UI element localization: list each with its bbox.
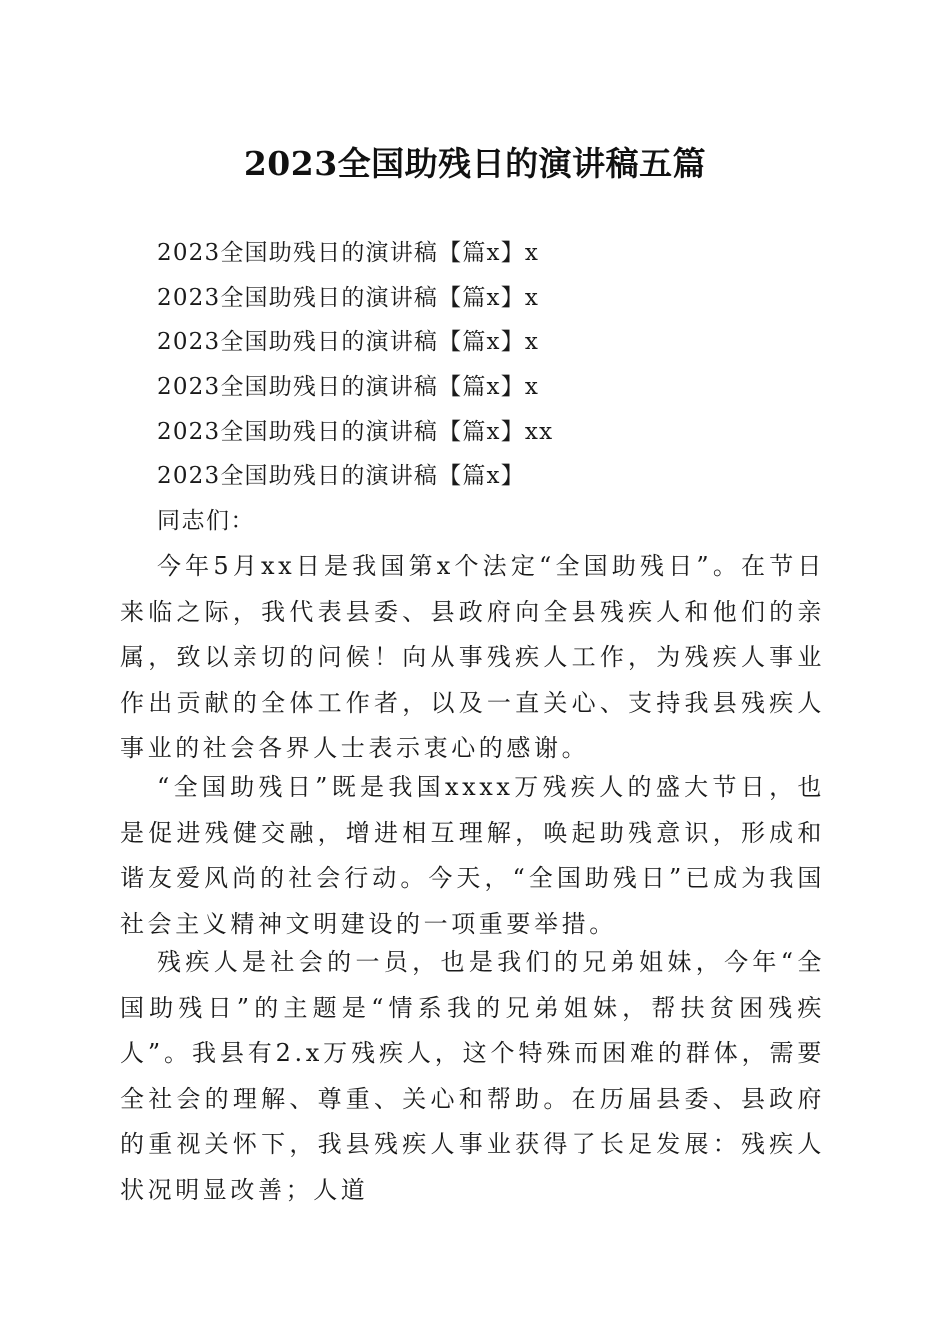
toc-item: 2023全国助残日的演讲稿【篇x】xx: [157, 418, 554, 445]
salutation: 同志们：: [157, 508, 255, 534]
toc-item: 2023全国助残日的演讲稿【篇x】x: [157, 284, 540, 311]
table-of-contents: [157, 235, 553, 503]
toc-item: 2023全国助残日的演讲稿【篇x】x: [157, 374, 540, 401]
toc-item: 2023全国助残日的演讲稿【篇x】: [157, 463, 525, 490]
body-paragraph: 今年5月xx日是我国第x个法定“全国助残日”。在节日来临之际，我代表县委、县政府向全县残疾人和他们的亲属，致以亲切的问候！向从事残疾人工作，为残疾人事业作出贡献的全体工作者，以及一直关心、支持我县残疾人事业的社会各界人士表示衷心的感谢。: [120, 552, 825, 762]
toc-item: 2023全国助残日的演讲稿【篇x】x: [157, 329, 540, 356]
toc-item: 2023全国助残日的演讲稿【篇x】x: [157, 240, 540, 266]
document-title: 2023全国助残日的演讲稿五篇: [243, 144, 707, 183]
body-paragraph: “全国助残日”既是我国xxxx万残疾人的盛大节日，也是促进残健交融，增进相互理解，唤起助残意识，形成和谐友爱风尚的社会行动。今天，“全国助残日”已成为我国社会主义精神文明建设的一项重要举措。: [120, 773, 825, 938]
body-paragraph: 残疾人是社会的一员，也是我们的兄弟姐妹，今年“全国助残日”的主题是“情系我的兄弟姐妹，帮扶贫困残疾人”。我县有2.x万残疾人，这个特殊而困难的群体，需要全社会的理解、尊重、关心和帮助。在历届县委、县政府的重视关怀下，我县残疾人事业获得了长足发展：残疾人状况明显改善；人道: [120, 948, 825, 1204]
